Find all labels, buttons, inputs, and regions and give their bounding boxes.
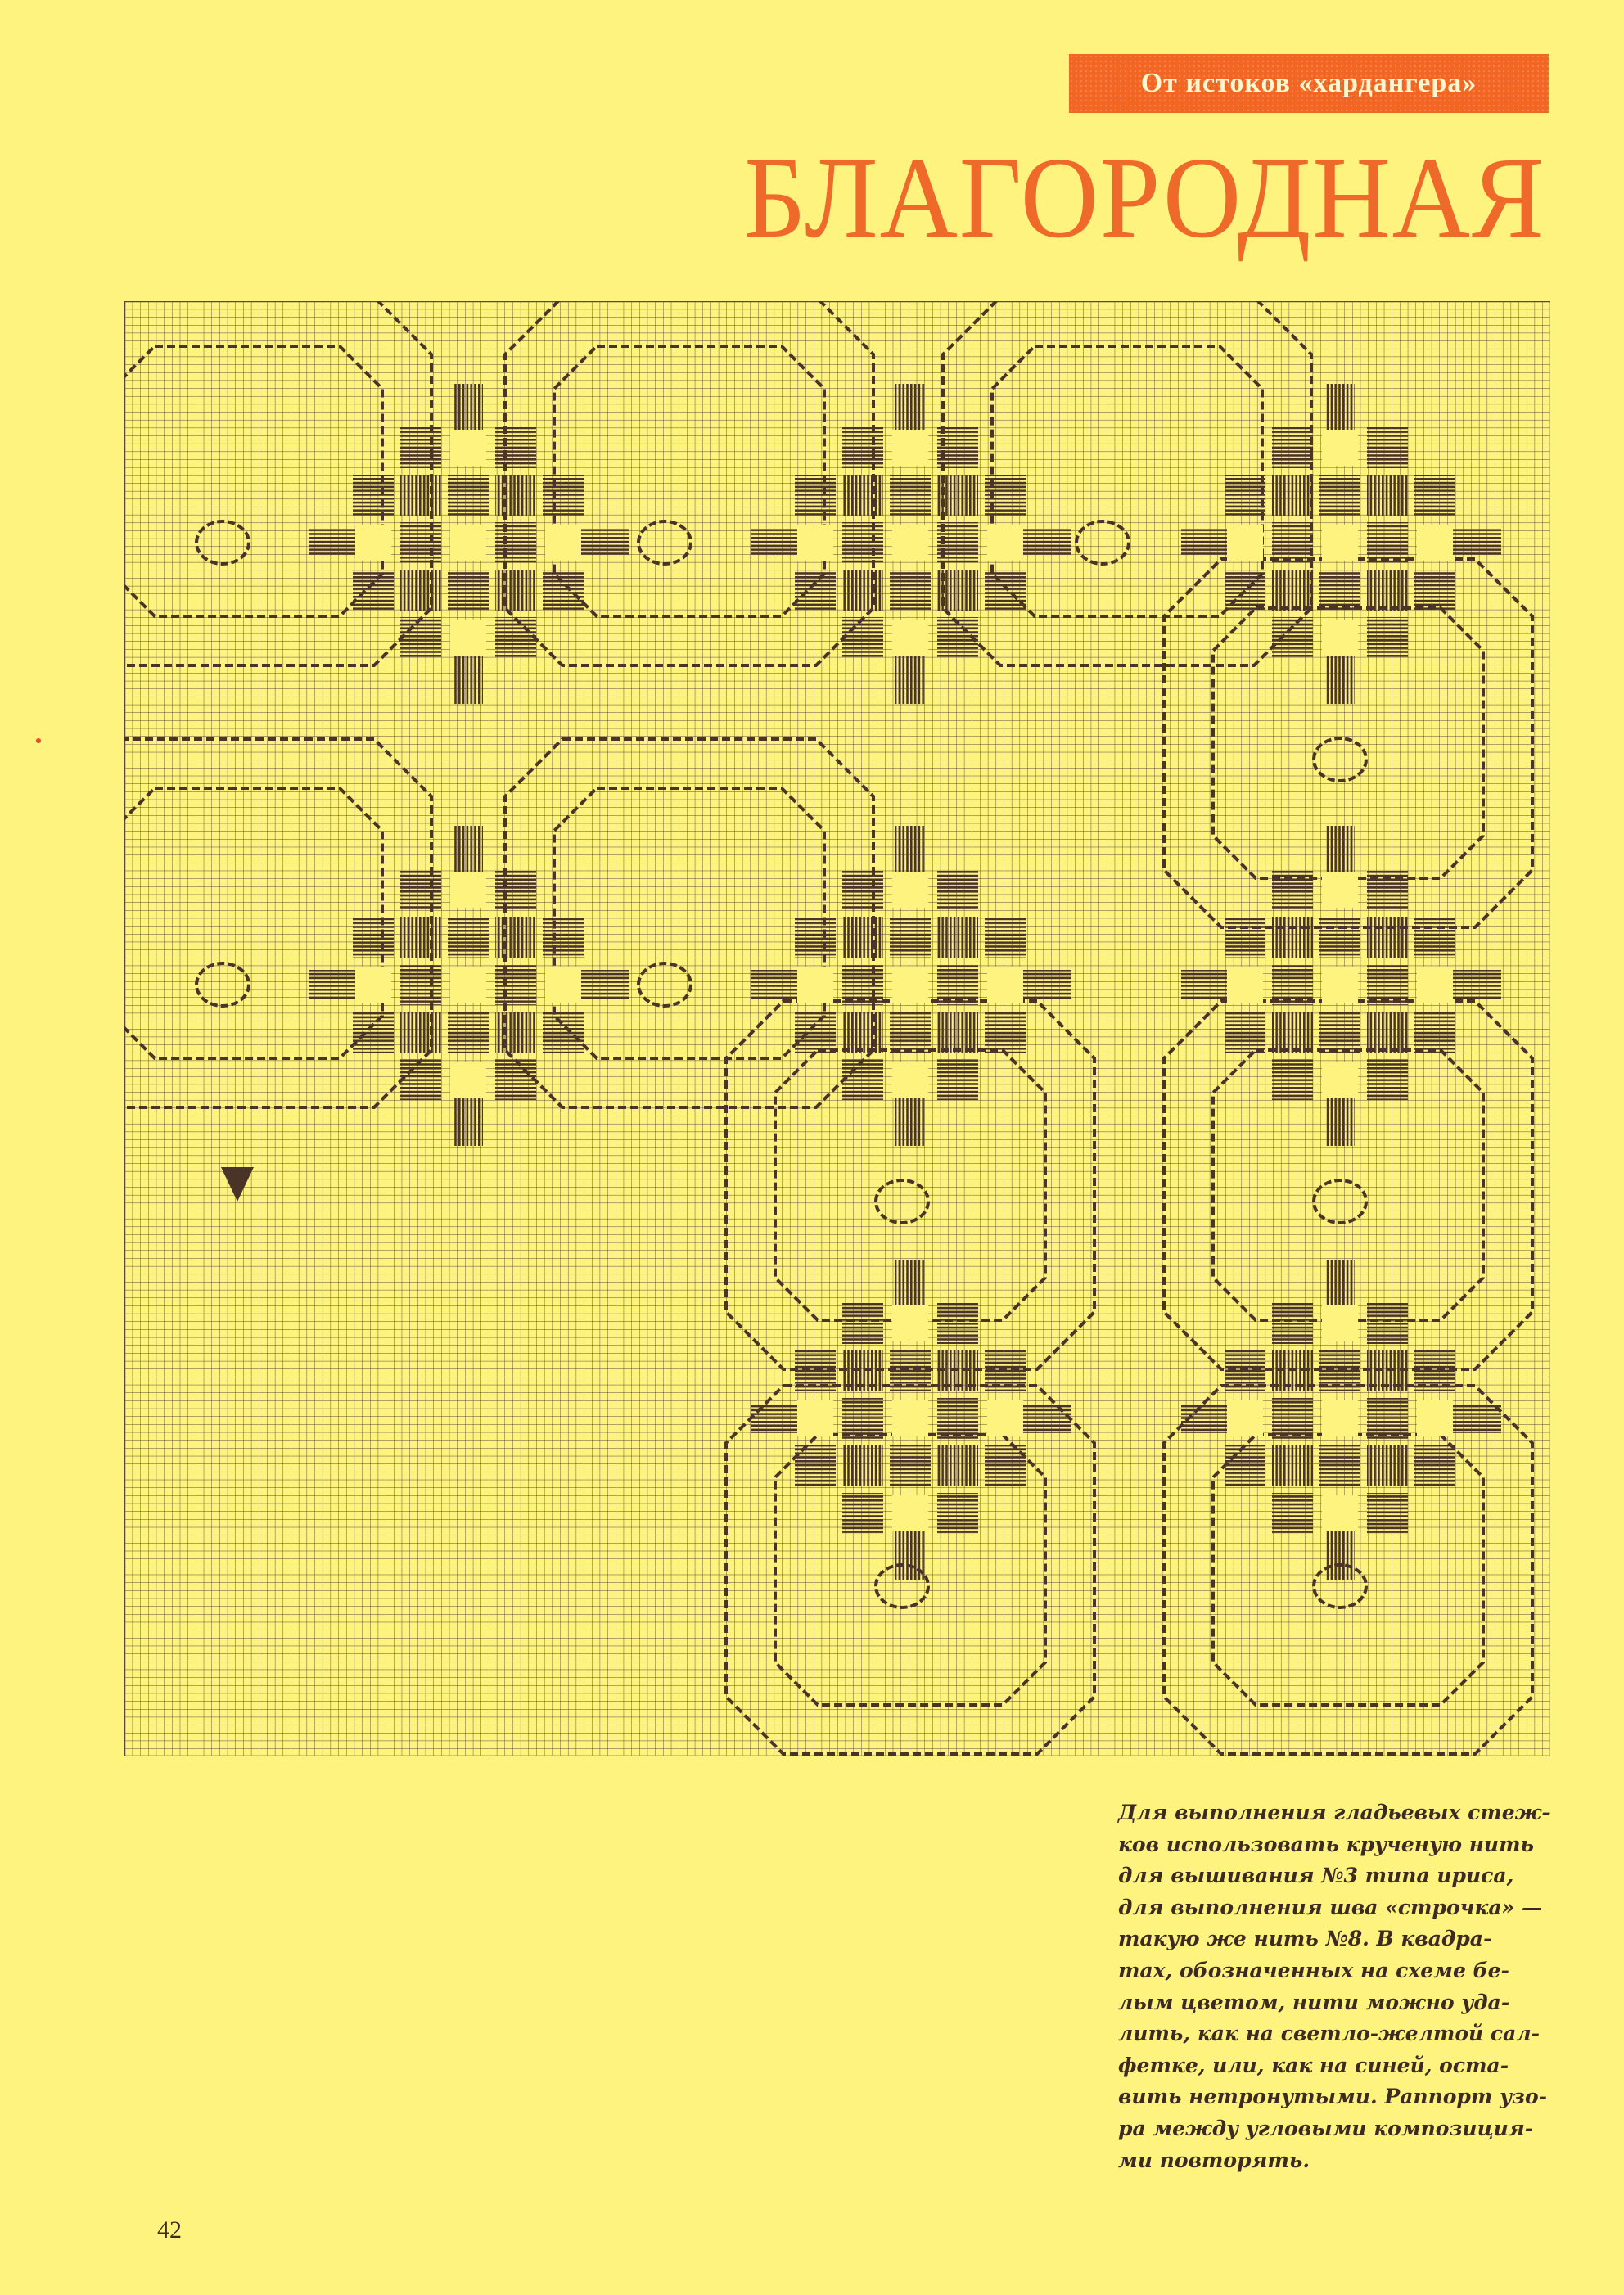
- satin-stitch-block: [1272, 475, 1313, 516]
- satin-stitch-block: [400, 522, 441, 563]
- satin-stitch-block: [353, 570, 394, 611]
- satin-stitch-block: [985, 1350, 1026, 1391]
- satin-stitch-block: [495, 917, 536, 958]
- satin-stitch-block: [937, 1398, 978, 1439]
- satin-stitch-block: [795, 917, 836, 958]
- satin-stitch-block: [448, 917, 489, 958]
- cutwork-hole: [450, 872, 486, 908]
- cutwork-hole: [987, 967, 1023, 1003]
- satin-stitch-block: [1225, 475, 1265, 516]
- satin-stitch-block: [985, 1012, 1026, 1053]
- cutwork-hole: [797, 1400, 833, 1436]
- satin-stitch-block: [1325, 1260, 1355, 1309]
- satin-stitch-block: [1272, 1493, 1313, 1534]
- satin-stitch-block: [937, 964, 978, 1005]
- satin-stitch-block: [890, 917, 931, 958]
- satin-stitch-block: [1225, 570, 1265, 611]
- satin-stitch-block: [895, 1260, 925, 1309]
- cutwork-hole: [1227, 967, 1263, 1003]
- satin-stitch-block: [495, 475, 536, 516]
- satin-stitch-block: [400, 869, 441, 910]
- satin-stitch-block: [1272, 964, 1313, 1005]
- cutwork-hole: [1322, 430, 1358, 466]
- satin-stitch-block: [1367, 522, 1408, 563]
- cutwork-hole: [892, 430, 928, 466]
- page-number: 42: [157, 2216, 182, 2243]
- satin-stitch-block: [400, 475, 441, 516]
- satin-stitch-block: [1367, 427, 1408, 468]
- satin-stitch-block: [1272, 1398, 1313, 1439]
- satin-stitch-block: [937, 1059, 978, 1100]
- satin-stitch-block: [448, 570, 489, 611]
- satin-stitch-block: [890, 475, 931, 516]
- satin-stitch-block: [842, 475, 883, 516]
- satin-stitch-block: [353, 1012, 394, 1053]
- satin-stitch-block: [1325, 826, 1355, 875]
- satin-stitch-block: [1022, 970, 1071, 999]
- satin-stitch-block: [1225, 1012, 1265, 1053]
- satin-stitch-block: [842, 917, 883, 958]
- cutwork-hole: [892, 1305, 928, 1341]
- satin-stitch-block: [937, 1493, 978, 1534]
- satin-stitch-block: [1367, 617, 1408, 658]
- satin-stitch-block: [842, 427, 883, 468]
- satin-stitch-block: [1022, 1404, 1071, 1433]
- satin-stitch-block: [937, 427, 978, 468]
- satin-stitch-block: [543, 475, 584, 516]
- satin-stitch-block: [1272, 1445, 1313, 1486]
- satin-stitch-block: [1272, 1303, 1313, 1344]
- satin-stitch-block: [400, 1012, 441, 1053]
- satin-stitch-block: [1320, 570, 1360, 611]
- satin-stitch-block: [842, 869, 883, 910]
- satin-stitch-block: [495, 427, 536, 468]
- satin-stitch-block: [842, 1445, 883, 1486]
- cutwork-hole: [1227, 1400, 1263, 1436]
- satin-stitch-block: [842, 964, 883, 1005]
- satin-stitch-block: [751, 528, 801, 557]
- satin-stitch-block: [1272, 917, 1313, 958]
- satin-stitch-block: [543, 570, 584, 611]
- satin-stitch-block: [1414, 917, 1455, 958]
- satin-stitch-block: [842, 1012, 883, 1053]
- satin-stitch-block: [400, 617, 441, 658]
- cutwork-hole: [1322, 872, 1358, 908]
- satin-stitch-block: [353, 917, 394, 958]
- satin-stitch-block: [1452, 528, 1501, 557]
- satin-stitch-block: [1452, 970, 1501, 999]
- embroidery-chart: [124, 301, 1550, 1756]
- satin-stitch-block: [453, 1097, 483, 1146]
- satin-stitch-block: [1452, 1404, 1501, 1433]
- cutwork-hole: [450, 525, 486, 561]
- satin-stitch-block: [495, 1012, 536, 1053]
- satin-stitch-block: [495, 1059, 536, 1100]
- satin-stitch-block: [895, 1531, 925, 1580]
- satin-stitch-block: [400, 570, 441, 611]
- satin-stitch-block: [400, 964, 441, 1005]
- instructions-caption: Для выполнения гладьевых стеж- ков использовать крученую нить для вышивания №3 типа ириса, для выполнения шва «строчка» — такую же нить №8. В квадра- тах, обозначенных на схеме бе- лым цветом, нити можно уда- лить, как на светло-желтой сал- фетке, или, как на синей, оста- вить нетронутыми. Раппорт узо- ра между угловыми композиция- ми повторять.: [1118, 1801, 1550, 2172]
- cutwork-hole: [987, 1400, 1023, 1436]
- satin-stitch-block: [1225, 1350, 1265, 1391]
- satin-stitch-block: [890, 1445, 931, 1486]
- satin-stitch-block: [795, 1350, 836, 1391]
- satin-stitch-block: [842, 1303, 883, 1344]
- cutwork-hole: [1417, 967, 1453, 1003]
- cutwork-hole: [545, 967, 581, 1003]
- satin-stitch-block: [937, 475, 978, 516]
- cutwork-hole: [1322, 525, 1358, 561]
- satin-stitch-block: [1414, 1445, 1455, 1486]
- satin-stitch-block: [795, 1445, 836, 1486]
- cutwork-hole: [1322, 620, 1358, 656]
- cutwork-hole: [1322, 967, 1358, 1003]
- cutwork-hole: [1417, 525, 1453, 561]
- satin-stitch-block: [937, 917, 978, 958]
- satin-stitch-block: [751, 1404, 801, 1433]
- page-title: БЛАГОРОДНАЯ: [743, 133, 1545, 262]
- satin-stitch-block: [1181, 1404, 1230, 1433]
- satin-stitch-block: [937, 1445, 978, 1486]
- satin-stitch-block: [495, 617, 536, 658]
- satin-stitch-block: [580, 528, 629, 557]
- satin-stitch-block: [1325, 655, 1355, 704]
- satin-stitch-block: [842, 570, 883, 611]
- satin-stitch-block: [1272, 427, 1313, 468]
- cutwork-hole: [1322, 1495, 1358, 1531]
- satin-stitch-block: [1367, 869, 1408, 910]
- satin-stitch-block: [1414, 1012, 1455, 1053]
- satin-stitch-block: [1367, 1012, 1408, 1053]
- cutwork-hole: [892, 620, 928, 656]
- satin-stitch-block: [937, 1012, 978, 1053]
- cutwork-hole: [450, 430, 486, 466]
- satin-stitch-block: [937, 570, 978, 611]
- satin-stitch-block: [1414, 1350, 1455, 1391]
- satin-stitch-block: [1272, 570, 1313, 611]
- satin-stitch-block: [937, 1303, 978, 1344]
- satin-stitch-block: [985, 917, 1026, 958]
- satin-stitch-block: [1225, 917, 1265, 958]
- satin-stitch-block: [1272, 522, 1313, 563]
- satin-stitch-block: [453, 655, 483, 704]
- satin-stitch-block: [1367, 1398, 1408, 1439]
- satin-stitch-block: [1367, 964, 1408, 1005]
- satin-stitch-block: [1272, 617, 1313, 658]
- print-speck: [36, 738, 41, 743]
- cutwork-hole: [797, 967, 833, 1003]
- satin-stitch-block: [1367, 917, 1408, 958]
- cutwork-hole: [450, 620, 486, 656]
- cutwork-hole: [892, 967, 928, 1003]
- satin-stitch-block: [309, 970, 359, 999]
- satin-stitch-block: [842, 617, 883, 658]
- cutwork-hole: [892, 872, 928, 908]
- satin-stitch-block: [842, 1398, 883, 1439]
- satin-stitch-block: [448, 1012, 489, 1053]
- satin-stitch-block: [495, 964, 536, 1005]
- cutwork-hole: [892, 1495, 928, 1531]
- satin-stitch-block: [1414, 570, 1455, 611]
- satin-stitch-block: [1181, 528, 1230, 557]
- embroidery-chart-svg: [124, 301, 1550, 1756]
- satin-stitch-block: [448, 475, 489, 516]
- satin-stitch-block: [1367, 475, 1408, 516]
- cutwork-hole: [892, 525, 928, 561]
- satin-stitch-block: [400, 427, 441, 468]
- satin-stitch-block: [1367, 1350, 1408, 1391]
- satin-stitch-block: [453, 384, 483, 433]
- satin-stitch-block: [937, 869, 978, 910]
- cutwork-hole: [987, 525, 1023, 561]
- rubric-text: От истоков «хардангера»: [1140, 68, 1477, 98]
- satin-stitch-block: [1320, 1012, 1360, 1053]
- satin-stitch-block: [495, 570, 536, 611]
- satin-stitch-block: [985, 475, 1026, 516]
- satin-stitch-block: [795, 570, 836, 611]
- cutwork-hole: [1322, 1062, 1358, 1098]
- satin-stitch-block: [895, 384, 925, 433]
- satin-stitch-block: [842, 522, 883, 563]
- satin-stitch-block: [751, 970, 801, 999]
- satin-stitch-block: [1320, 475, 1360, 516]
- satin-stitch-block: [890, 570, 931, 611]
- satin-stitch-block: [937, 522, 978, 563]
- cutwork-hole: [450, 1062, 486, 1098]
- satin-stitch-block: [400, 1059, 441, 1100]
- satin-stitch-block: [1320, 1350, 1360, 1391]
- satin-stitch-block: [1181, 970, 1230, 999]
- satin-stitch-block: [309, 528, 359, 557]
- cutwork-hole: [355, 525, 391, 561]
- satin-stitch-block: [842, 1493, 883, 1534]
- cutwork-hole: [892, 1062, 928, 1098]
- satin-stitch-block: [1367, 1493, 1408, 1534]
- satin-stitch-block: [895, 655, 925, 704]
- satin-stitch-block: [1325, 1097, 1355, 1146]
- section-rubric: [1069, 54, 1549, 113]
- satin-stitch-block: [453, 826, 483, 875]
- satin-stitch-block: [890, 1350, 931, 1391]
- cutwork-hole: [1322, 1305, 1358, 1341]
- satin-stitch-block: [1320, 1445, 1360, 1486]
- cutwork-hole: [545, 525, 581, 561]
- satin-stitch-block: [1272, 1059, 1313, 1100]
- satin-stitch-block: [795, 475, 836, 516]
- cutwork-hole: [892, 1400, 928, 1436]
- satin-stitch-block: [495, 522, 536, 563]
- satin-stitch-block: [1225, 1445, 1265, 1486]
- satin-stitch-block: [842, 1350, 883, 1391]
- satin-stitch-block: [842, 1059, 883, 1100]
- satin-stitch-block: [937, 617, 978, 658]
- satin-stitch-block: [495, 869, 536, 910]
- satin-stitch-block: [895, 1097, 925, 1146]
- satin-stitch-block: [1320, 917, 1360, 958]
- satin-stitch-block: [1325, 384, 1355, 433]
- cutwork-hole: [1227, 525, 1263, 561]
- cutwork-hole: [450, 967, 486, 1003]
- satin-stitch-block: [985, 1445, 1026, 1486]
- cutwork-hole: [1417, 1400, 1453, 1436]
- satin-stitch-block: [890, 1012, 931, 1053]
- satin-stitch-block: [1325, 1531, 1355, 1580]
- satin-stitch-block: [543, 917, 584, 958]
- satin-stitch-block: [353, 475, 394, 516]
- cutwork-hole: [355, 967, 391, 1003]
- satin-stitch-block: [937, 1350, 978, 1391]
- satin-stitch-block: [400, 917, 441, 958]
- satin-stitch-block: [1367, 570, 1408, 611]
- satin-stitch-block: [1367, 1445, 1408, 1486]
- cutwork-hole: [797, 525, 833, 561]
- satin-stitch-block: [895, 826, 925, 875]
- satin-stitch-block: [580, 970, 629, 999]
- satin-stitch-block: [543, 1012, 584, 1053]
- satin-stitch-block: [985, 570, 1026, 611]
- satin-stitch-block: [1414, 475, 1455, 516]
- satin-stitch-block: [1022, 528, 1071, 557]
- satin-stitch-block: [1272, 1350, 1313, 1391]
- satin-stitch-block: [795, 1012, 836, 1053]
- satin-stitch-block: [1367, 1059, 1408, 1100]
- satin-stitch-block: [1272, 1012, 1313, 1053]
- satin-stitch-block: [1272, 869, 1313, 910]
- satin-stitch-block: [1367, 1303, 1408, 1344]
- cutwork-hole: [1322, 1400, 1358, 1436]
